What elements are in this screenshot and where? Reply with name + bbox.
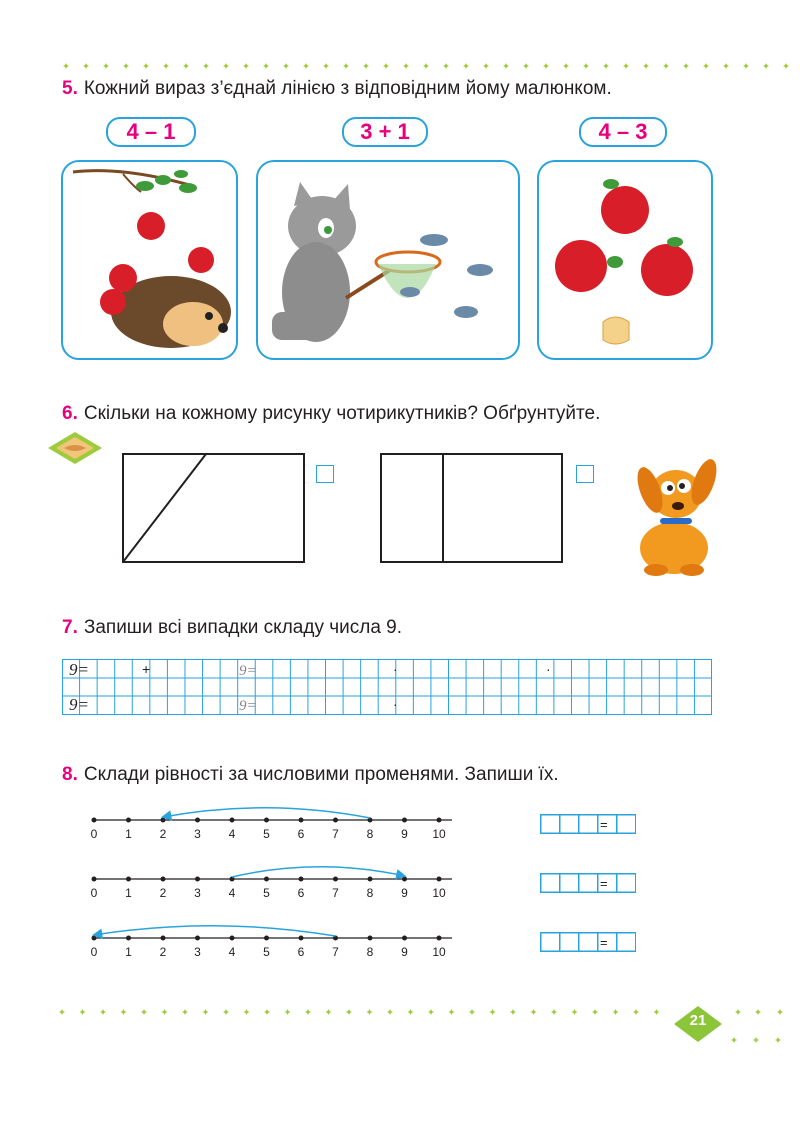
dot-ornament bbox=[363, 63, 369, 69]
grid-dot-1: · bbox=[393, 661, 398, 677]
picture-cat-fish[interactable] bbox=[256, 160, 520, 360]
equation-cell bbox=[541, 874, 560, 893]
task-5-title bbox=[62, 78, 612, 100]
ray-tick-label: 10 bbox=[432, 886, 446, 900]
dot-ornament bbox=[623, 63, 629, 69]
dot-ornament bbox=[103, 63, 109, 69]
dot-ornament bbox=[743, 63, 749, 69]
dot-ornament bbox=[203, 63, 209, 69]
apple-core-icon bbox=[603, 317, 629, 344]
ray-tick bbox=[230, 936, 235, 941]
dot-ornament bbox=[663, 63, 669, 69]
ray-tick bbox=[126, 818, 131, 823]
dot-ornament bbox=[59, 1009, 65, 1015]
dot-ornament bbox=[731, 1037, 737, 1043]
ray-tick-label: 9 bbox=[401, 886, 408, 900]
dot-ornament bbox=[633, 1009, 639, 1015]
dot-ornament bbox=[654, 1009, 660, 1015]
dot-ornament bbox=[490, 1009, 496, 1015]
ray-tick-label: 4 bbox=[228, 827, 236, 841]
quadrilateral-figure-1 bbox=[120, 452, 310, 564]
dot-ornament bbox=[121, 1009, 127, 1015]
task-8-title bbox=[62, 764, 559, 786]
picture-apples[interactable] bbox=[537, 160, 713, 360]
ray-tick bbox=[333, 818, 338, 823]
ray-tick bbox=[230, 818, 235, 823]
ray-tick bbox=[402, 936, 407, 941]
dot-ornament bbox=[592, 1009, 598, 1015]
ray-tick-label: 2 bbox=[159, 945, 167, 959]
dot-ornament bbox=[223, 1009, 229, 1015]
equation-cell bbox=[579, 933, 598, 952]
dot-ornament bbox=[483, 63, 489, 69]
ray-tick bbox=[195, 818, 200, 823]
dot-ornament bbox=[387, 1009, 393, 1015]
expression-1[interactable]: 4 – 1 bbox=[106, 117, 196, 147]
ray-tick bbox=[161, 818, 166, 823]
grid-dot-2: · bbox=[546, 661, 551, 677]
task-6-text: Скільки на кожному рисунку чотирикутників? Обґрунтуйте. bbox=[83, 403, 601, 424]
ray-tick-label: 3 bbox=[194, 886, 201, 900]
ray-tick bbox=[92, 818, 97, 823]
expression-2[interactable]: 3 + 1 bbox=[342, 117, 428, 147]
ray-tick bbox=[437, 818, 442, 823]
task-8-text: Склади рівності за числовими променями. Запиши їх. bbox=[83, 764, 559, 785]
ray-tick bbox=[161, 936, 166, 941]
equation-cell bbox=[617, 933, 636, 952]
ray-tick-label: 1 bbox=[125, 945, 132, 959]
dot-ornament bbox=[263, 63, 269, 69]
ray-tick-label: 1 bbox=[125, 886, 132, 900]
ray-tick-label: 8 bbox=[366, 827, 374, 841]
equation-cell bbox=[541, 815, 560, 834]
grid-row2-prefix: 9= bbox=[69, 695, 89, 714]
task-5-text: Кожний вираз з’єднай лінією з відповідним йому малюнком. bbox=[83, 78, 612, 99]
dot-ornament bbox=[123, 63, 129, 69]
ray-tick-label: 6 bbox=[297, 827, 305, 841]
task-7-text: Запиши всі випадки складу числа 9. bbox=[83, 617, 403, 638]
ray-tick bbox=[437, 877, 442, 882]
dot-ornament bbox=[643, 63, 649, 69]
ray-tick bbox=[126, 936, 131, 941]
ray-tick bbox=[333, 877, 338, 882]
equation-cell bbox=[560, 815, 579, 834]
grid-dashed-9-row1: 9= bbox=[239, 663, 257, 679]
dot-ornament bbox=[523, 63, 529, 69]
dot-ornament bbox=[183, 63, 189, 69]
dot-ornament bbox=[346, 1009, 352, 1015]
equation-cell bbox=[579, 874, 598, 893]
page-number: 21 bbox=[689, 1012, 707, 1029]
dot-ornament bbox=[531, 1009, 537, 1015]
ray-tick-label: 5 bbox=[263, 827, 270, 841]
dot-ornament bbox=[763, 63, 769, 69]
ray-tick-label: 2 bbox=[159, 886, 167, 900]
task-7-number: 7. bbox=[62, 617, 78, 638]
dot-ornament bbox=[141, 1009, 147, 1015]
task-6-number: 6. bbox=[62, 403, 78, 424]
ray-tick bbox=[402, 877, 407, 882]
dot-ornament bbox=[551, 1009, 557, 1015]
apples-illustration bbox=[539, 162, 711, 358]
dot-ornament bbox=[203, 1009, 209, 1015]
dot-ornament bbox=[723, 63, 729, 69]
apple-icon bbox=[188, 247, 214, 273]
dot-ornament bbox=[83, 63, 89, 69]
equation-box-2[interactable] bbox=[540, 873, 636, 893]
answer-box-figure-2[interactable] bbox=[576, 465, 594, 483]
apple-icon bbox=[601, 186, 649, 234]
ray-tick-label: 4 bbox=[228, 945, 236, 959]
hedgehog-illustration bbox=[63, 162, 236, 358]
quadrilateral-figure-2 bbox=[379, 452, 565, 564]
ray-tick bbox=[161, 877, 166, 882]
dot-ornament bbox=[403, 63, 409, 69]
ray-tick-label: 0 bbox=[90, 886, 98, 900]
dot-ornament bbox=[343, 63, 349, 69]
ray-tick-label: 7 bbox=[332, 886, 339, 900]
dot-ornament bbox=[303, 63, 309, 69]
ray-tick bbox=[264, 936, 269, 941]
dot-ornament bbox=[583, 63, 589, 69]
dot-ornament bbox=[735, 1009, 741, 1015]
dot-ornament bbox=[163, 63, 169, 69]
ray-tick-label: 6 bbox=[297, 886, 305, 900]
dot-ornament bbox=[428, 1009, 434, 1015]
dot-ornament bbox=[753, 1037, 759, 1043]
dot-ornament bbox=[223, 63, 229, 69]
dot-ornament bbox=[323, 63, 329, 69]
dot-ornament bbox=[100, 1009, 106, 1015]
number-rays bbox=[80, 800, 470, 970]
ray-tick-label: 9 bbox=[401, 945, 408, 959]
ray-tick-label: 5 bbox=[263, 945, 270, 959]
dot-ornament bbox=[613, 1009, 619, 1015]
ray-tick bbox=[368, 936, 373, 941]
ray-tick-label: 0 bbox=[90, 945, 98, 959]
dot-ornament bbox=[367, 1009, 373, 1015]
dot-ornament bbox=[383, 63, 389, 69]
dot-ornament bbox=[326, 1009, 332, 1015]
task-8-number: 8. bbox=[62, 764, 78, 785]
dot-ornament bbox=[182, 1009, 188, 1015]
dog-illustration bbox=[626, 452, 722, 578]
ray-tick-label: 8 bbox=[366, 945, 374, 959]
dot-ornament bbox=[563, 63, 569, 69]
expression-3[interactable]: 4 – 3 bbox=[579, 117, 667, 147]
ray-tick bbox=[92, 877, 97, 882]
equation-cell bbox=[541, 933, 560, 952]
picture-hedgehog[interactable] bbox=[61, 160, 238, 360]
dot-ornament bbox=[283, 63, 289, 69]
dot-ornament bbox=[243, 63, 249, 69]
dot-ornament bbox=[423, 63, 429, 69]
answer-box-figure-1[interactable] bbox=[316, 465, 334, 483]
ray-tick bbox=[299, 877, 304, 882]
apple-icon bbox=[137, 212, 165, 240]
writing-grid[interactable] bbox=[62, 659, 712, 715]
dot-ornament bbox=[755, 1009, 761, 1015]
ray-tick bbox=[92, 936, 97, 941]
ray-tick bbox=[264, 877, 269, 882]
task-7-title bbox=[62, 617, 402, 639]
ray-tick bbox=[402, 818, 407, 823]
dot-ornament bbox=[510, 1009, 516, 1015]
jump-arrow bbox=[163, 808, 370, 818]
cat-illustration bbox=[258, 162, 518, 358]
ray-tick-label: 7 bbox=[332, 945, 339, 959]
equation-cell bbox=[560, 874, 579, 893]
top-dotted-border bbox=[0, 56, 800, 76]
task-5-number: 5. bbox=[62, 78, 78, 99]
ray-tick bbox=[126, 877, 131, 882]
dot-ornament bbox=[777, 1009, 783, 1015]
ray-tick-label: 6 bbox=[297, 945, 305, 959]
dot-ornament bbox=[80, 1009, 86, 1015]
grid-plus-sign: + bbox=[142, 661, 151, 677]
dot-ornament bbox=[503, 63, 509, 69]
ray-tick-label: 10 bbox=[432, 827, 446, 841]
dot-ornament bbox=[449, 1009, 455, 1015]
jump-arrow bbox=[94, 926, 336, 936]
dot-ornament bbox=[408, 1009, 414, 1015]
jump-arrow bbox=[232, 867, 405, 877]
ray-tick-label: 2 bbox=[159, 827, 167, 841]
grid-dashed-9-row2: 9= bbox=[239, 698, 257, 714]
equation-cell bbox=[617, 815, 636, 834]
ray-tick-label: 8 bbox=[366, 886, 374, 900]
dot-ornament bbox=[63, 63, 69, 69]
equation-cell bbox=[579, 815, 598, 834]
ray-tick-label: 7 bbox=[332, 827, 339, 841]
grid-row1-prefix: 9= bbox=[69, 660, 89, 679]
ray-tick bbox=[368, 877, 373, 882]
equation-box-1[interactable] bbox=[540, 814, 636, 834]
dot-ornament bbox=[285, 1009, 291, 1015]
ray-tick bbox=[195, 936, 200, 941]
equals-sign-2: = bbox=[600, 876, 608, 891]
grid-dot-3: · bbox=[393, 696, 398, 712]
equals-sign-1: = bbox=[600, 817, 608, 832]
equation-cell bbox=[617, 874, 636, 893]
equation-cell bbox=[560, 933, 579, 952]
apple-icon bbox=[109, 264, 137, 292]
dot-ornament bbox=[703, 63, 709, 69]
dot-ornament bbox=[572, 1009, 578, 1015]
ray-tick-label: 3 bbox=[194, 945, 201, 959]
ray-tick-label: 4 bbox=[228, 886, 236, 900]
apple-icon bbox=[100, 289, 126, 315]
dot-ornament bbox=[162, 1009, 168, 1015]
ray-tick-label: 1 bbox=[125, 827, 132, 841]
dot-ornament bbox=[264, 1009, 270, 1015]
ray-tick-label: 5 bbox=[263, 886, 270, 900]
dot-ornament bbox=[305, 1009, 311, 1015]
ray-tick bbox=[264, 818, 269, 823]
ray-tick-label: 10 bbox=[432, 945, 446, 959]
dot-ornament bbox=[443, 63, 449, 69]
ray-tick bbox=[299, 818, 304, 823]
dot-ornament bbox=[775, 1037, 781, 1043]
handshake-icon bbox=[46, 430, 104, 466]
dot-ornament bbox=[143, 63, 149, 69]
dot-ornament bbox=[463, 63, 469, 69]
ray-tick bbox=[437, 936, 442, 941]
ray-tick bbox=[299, 936, 304, 941]
apple-icon bbox=[555, 240, 607, 292]
dot-ornament bbox=[244, 1009, 250, 1015]
ray-tick-label: 0 bbox=[90, 827, 98, 841]
dot-ornament bbox=[469, 1009, 475, 1015]
dot-ornament bbox=[683, 63, 689, 69]
dot-ornament bbox=[603, 63, 609, 69]
dot-ornament bbox=[543, 63, 549, 69]
ray-tick-label: 3 bbox=[194, 827, 201, 841]
task-6-title bbox=[62, 403, 600, 425]
equals-sign-3: = bbox=[600, 935, 608, 950]
ray-tick-label: 9 bbox=[401, 827, 408, 841]
equation-box-3[interactable] bbox=[540, 932, 636, 952]
apple-icon bbox=[641, 244, 693, 296]
dot-ornament bbox=[783, 63, 789, 69]
ray-tick bbox=[195, 877, 200, 882]
